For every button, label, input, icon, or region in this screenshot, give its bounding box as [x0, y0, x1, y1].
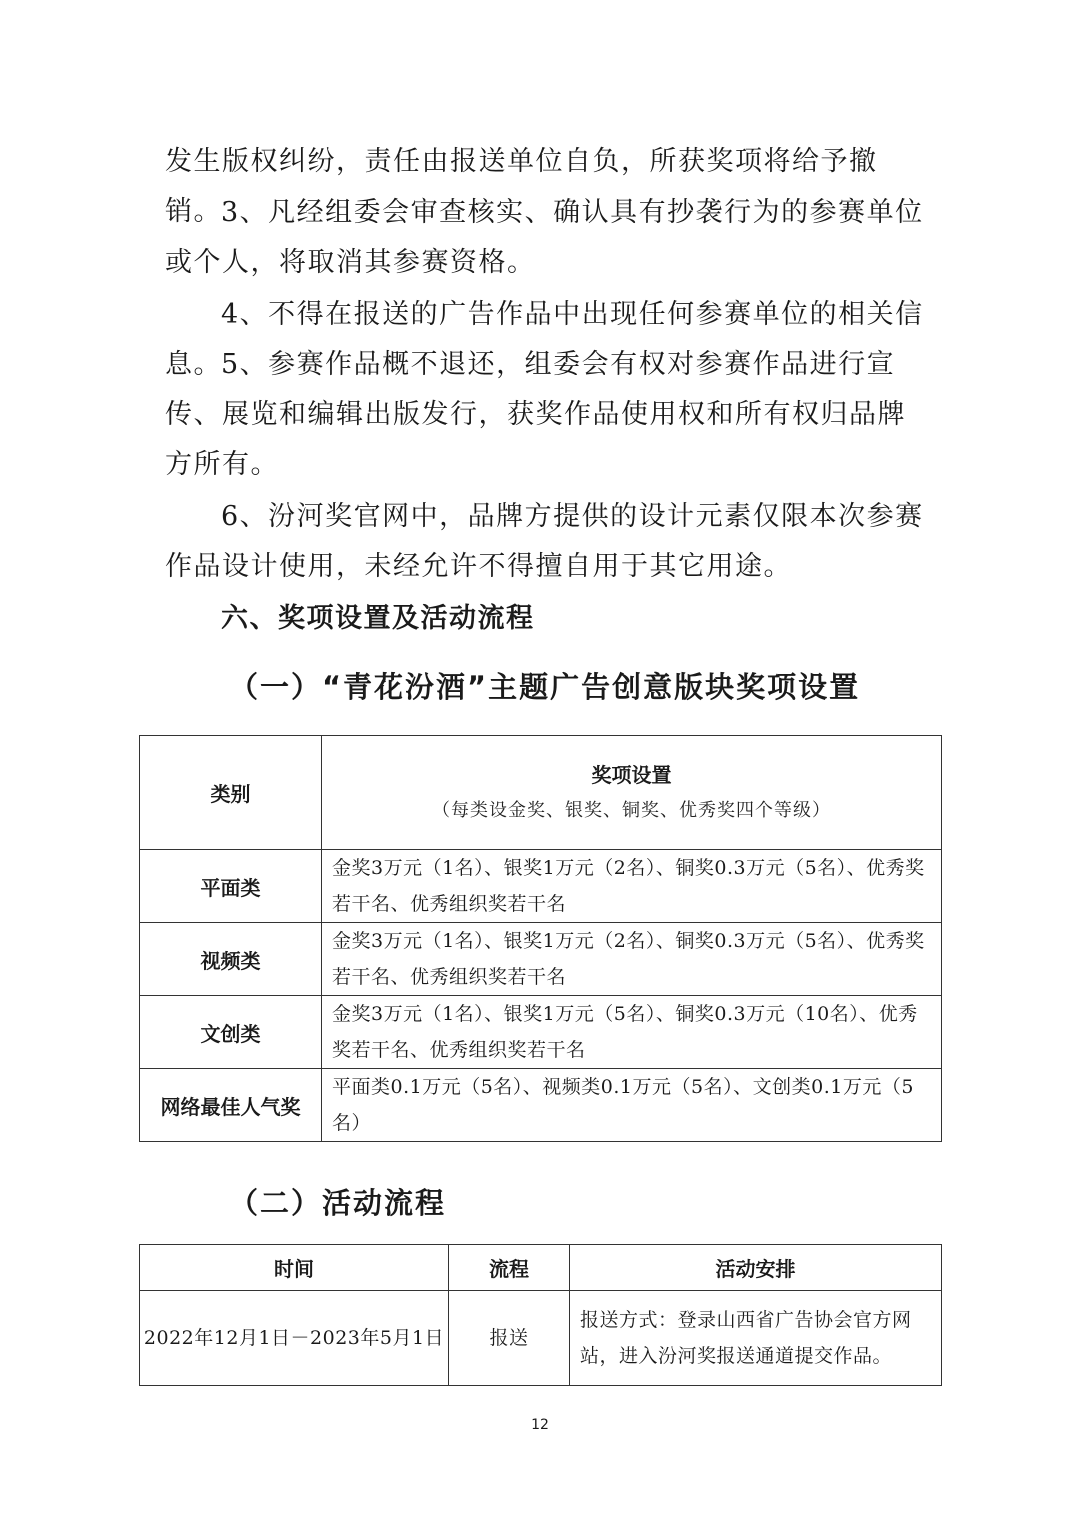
category-cell: 视频类 [140, 923, 322, 996]
header-flow: 流程 [449, 1245, 570, 1291]
header-awards-title: 奖项设置 [591, 762, 672, 787]
process-table-header [140, 1245, 942, 1291]
header-awards [322, 736, 942, 850]
process-heading: （二）活动流程 [229, 1186, 447, 1220]
paragraph-rule-4: 4、不得在报送的广告作品中出现任何参赛单位的相关信息。 [165, 299, 924, 380]
category-cell: 网络最佳人气奖 [140, 1069, 322, 1142]
table-row [140, 923, 942, 996]
awards-table [139, 735, 942, 1142]
awards-table-header [140, 736, 942, 850]
award-detail-cell: 金奖3万元（1名）、银奖1万元（2名）、铜奖0.3万元（5名）、优秀奖若干名、优秀组织奖若干名 [322, 923, 942, 996]
process-table [139, 1244, 942, 1386]
awards-heading: （一）“青花汾酒”主题广告创意版块奖项设置 [229, 670, 861, 704]
table-row [140, 996, 942, 1069]
header-time: 时间 [140, 1245, 449, 1291]
award-detail-cell: 平面类0.1万元（5名）、视频类0.1万元（5名）、文创类0.1万元（5名） [322, 1069, 942, 1142]
table-row [140, 850, 942, 923]
category-cell: 平面类 [140, 850, 322, 923]
award-detail-cell: 金奖3万元（1名）、银奖1万元（2名）、铜奖0.3万元（5名）、优秀奖若干名、优秀组织奖若干名 [322, 850, 942, 923]
header-category: 类别 [140, 736, 322, 850]
table-row [140, 1069, 942, 1142]
paragraph-copyright: 发生版权纠纷，责任由报送单位自负，所获奖项将给予撤销。 [165, 146, 878, 227]
table-row [140, 1291, 942, 1386]
page-number: 12 [531, 1417, 549, 1433]
time-cell: 2022年12月1日－2023年5月1日 [140, 1291, 449, 1386]
paragraph-rule-6: 6、汾河奖官网中，品牌方提供的设计元素仅限本次参赛作品设计使用，未经允许不得擅自用于其它用途。 [165, 501, 924, 582]
paragraph-rule-5: 5、参赛作品概不退还，组委会有权对参赛作品进行宣传、展览和编辑出版发行，获奖作品使用权和所有权归品牌方所有。 [165, 349, 906, 480]
award-detail-cell: 金奖3万元（1名）、银奖1万元（5名）、铜奖0.3万元（10名）、优秀奖若干名、优秀组织奖若干名 [322, 996, 942, 1069]
paragraph-rule-3: 3、凡经组委会审查核实、确认具有抄袭行为的参赛单位或个人，将取消其参赛资格。 [165, 197, 924, 278]
header-awards-note: （每类设金奖、银奖、铜奖、优秀奖四个等级） [432, 799, 831, 821]
flow-cell: 报送 [449, 1291, 570, 1386]
plan-cell: 报送方式：登录山西省广告协会官方网站，进入汾河奖报送通道提交作品。 [570, 1291, 942, 1386]
section-title: 六、奖项设置及活动流程 [221, 603, 535, 634]
category-cell: 文创类 [140, 996, 322, 1069]
header-plan: 活动安排 [570, 1245, 942, 1291]
